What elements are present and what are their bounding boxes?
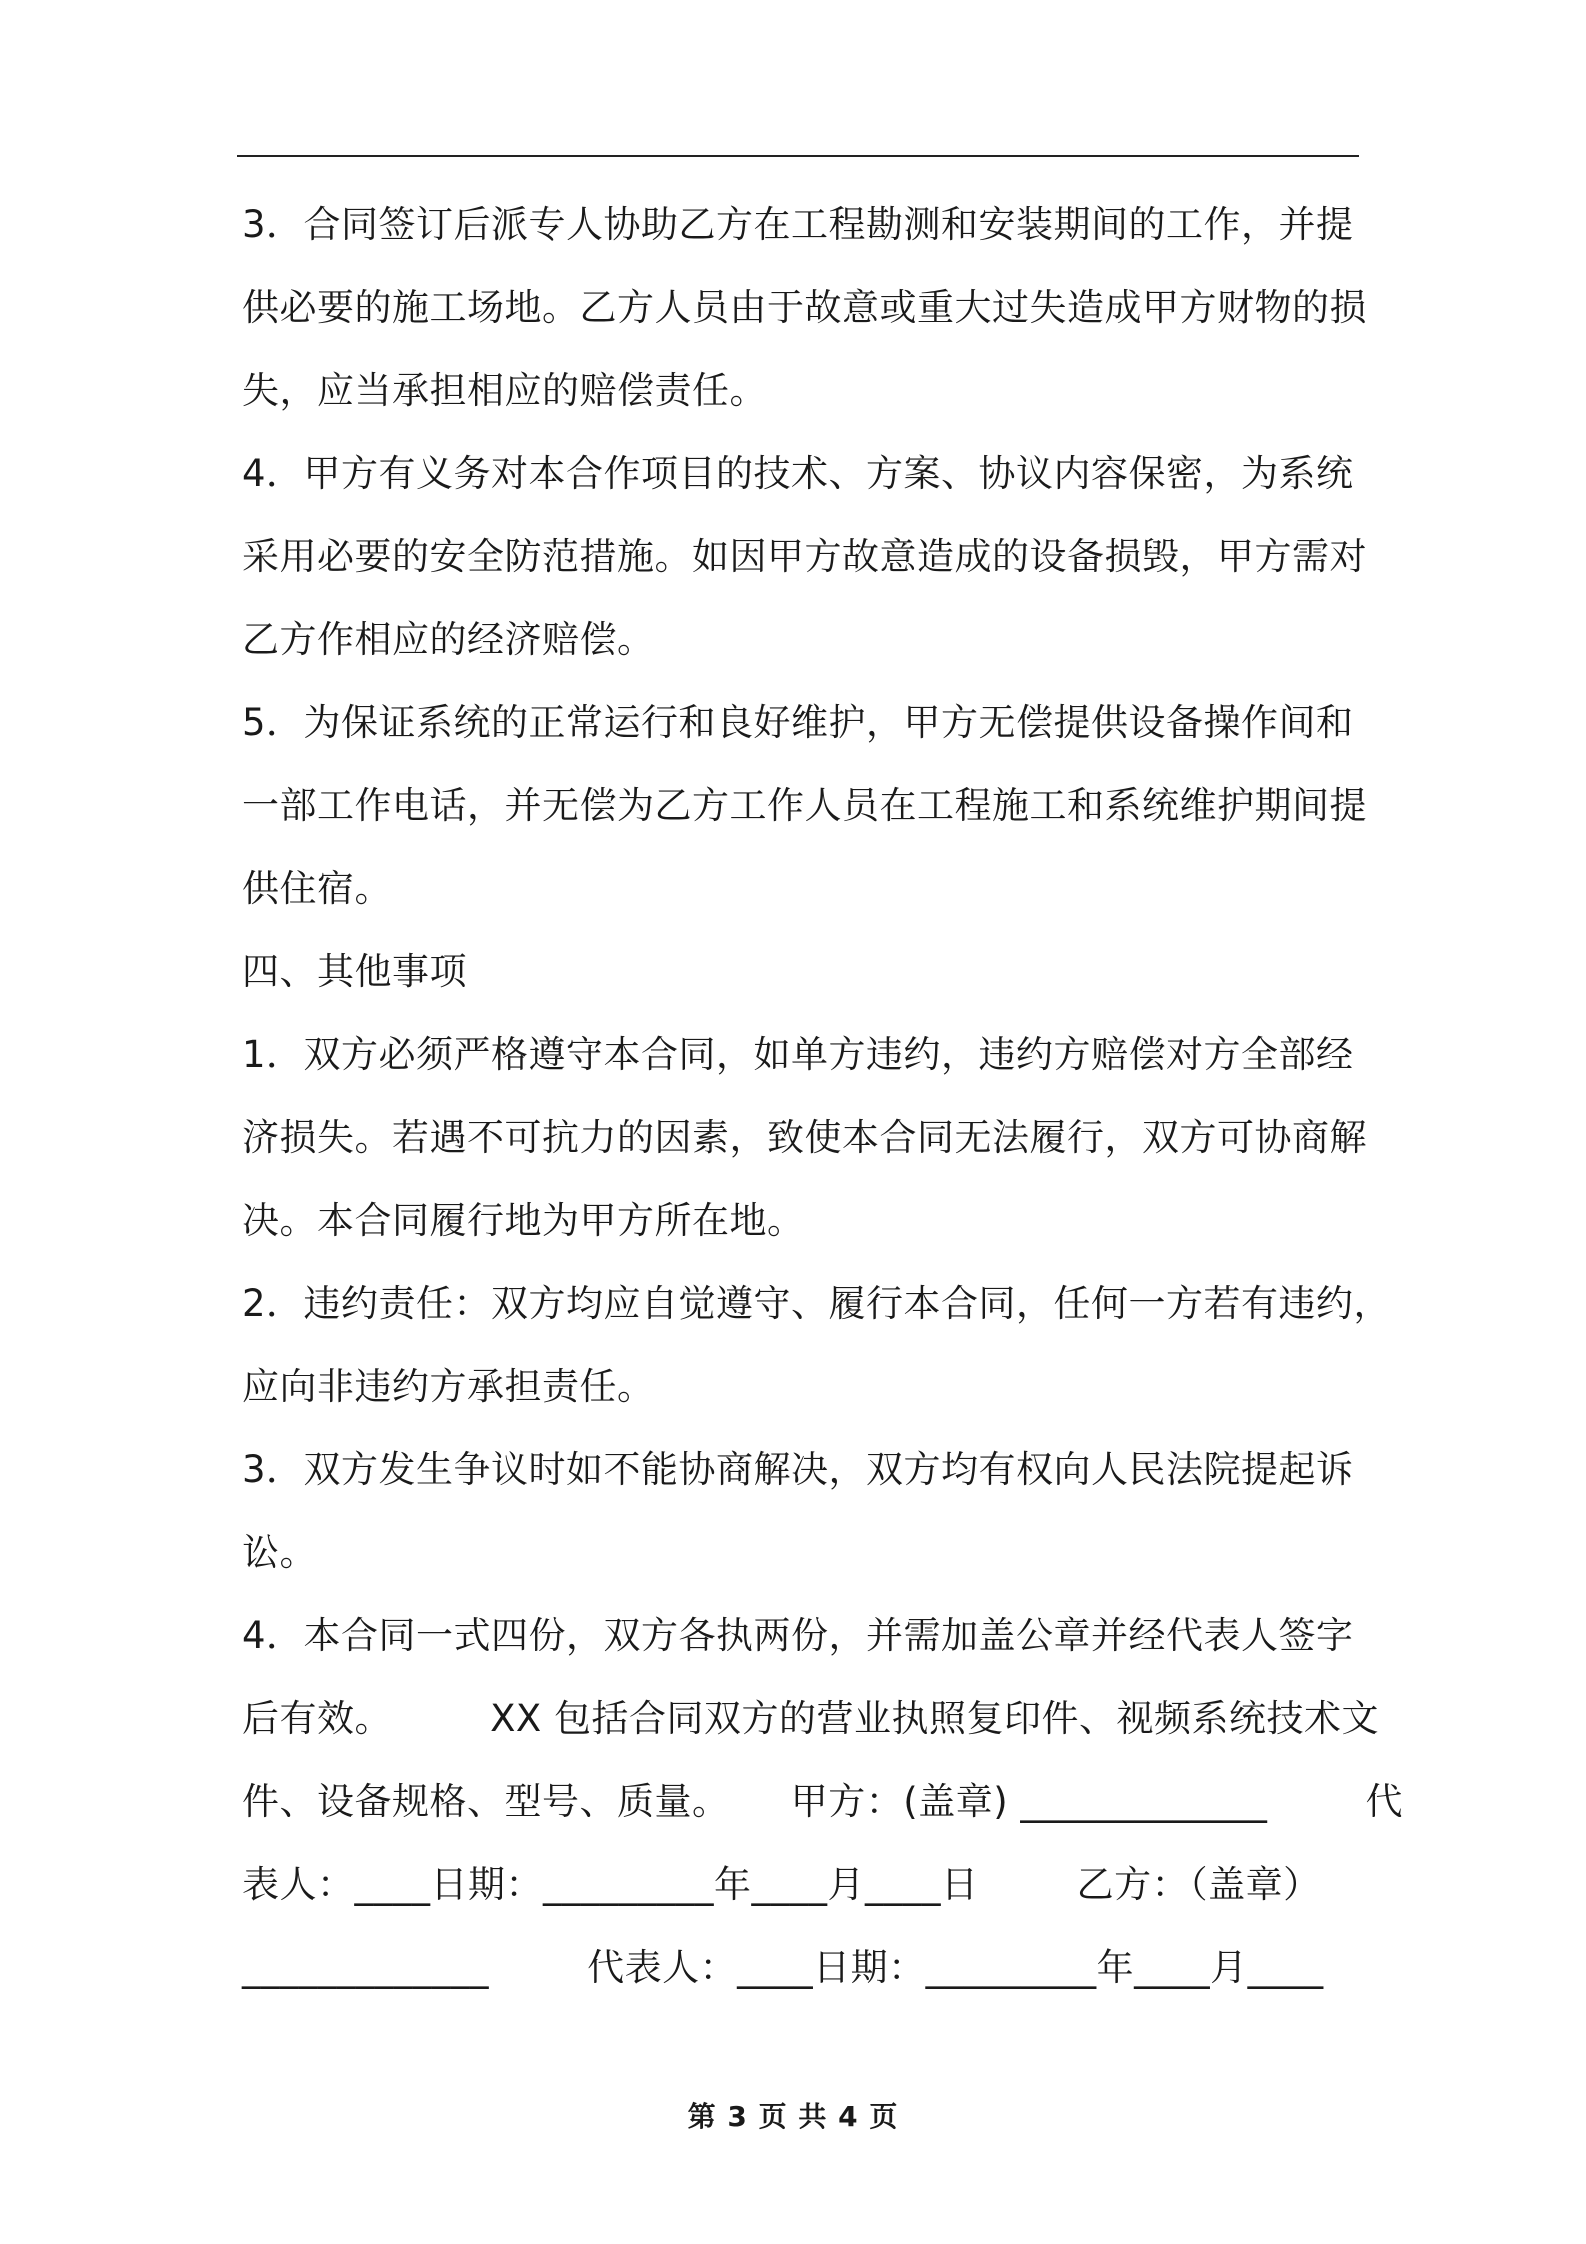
text-line: 后有效。 XX 包括合同双方的营业执照复印件、视频系统技术文 [242,1697,1380,1740]
text-line: 5．为保证系统的正常运行和良好维护，甲方无偿提供设备操作间和 [242,701,1354,744]
text-line: 一部工作电话，并无偿为乙方工作人员在工程施工和系统维护期间提 [242,784,1367,827]
signature-line: 表人：____日期：_________年____月____日 乙方：（盖章） [242,1863,1321,1906]
section-heading: 四、其他事项 [242,950,467,993]
text-line: 供必要的施工场地。乙方人员由于故意或重大过失造成甲方财物的损 [242,286,1367,329]
text-line: 乙方作相应的经济赔偿。 [242,618,655,661]
signature-line: _____________ 代表人：____日期：_________年____月____ [242,1946,1324,1989]
page-number: 第 3 页 共 4 页 [687,2100,899,2133]
text-line: 济损失。若遇不可抗力的因素，致使本合同无法履行，双方可协商解 [242,1116,1367,1159]
text-line: 2．违约责任：双方均应自觉遵守、履行本合同，任何一方若有违约， [242,1282,1392,1325]
header-rule [237,155,1359,157]
text-line: 供住宿。 [242,867,392,910]
text-line: 3．合同签订后派专人协助乙方在工程勘测和安装期间的工作，并提 [242,203,1354,246]
text-line: 3．双方发生争议时如不能协商解决，双方均有权向人民法院提起诉 [242,1448,1354,1491]
text-line: 采用必要的安全防范措施。如因甲方故意造成的设备损毁，甲方需对 [242,535,1367,578]
text-line: 决。本合同履行地为甲方所在地。 [242,1199,805,1242]
text-line: 4．本合同一式四份，双方各执两份，并需加盖公章并经代表人签字 [242,1614,1354,1657]
text-line: 讼。 [242,1531,317,1574]
signature-line: 件、设备规格、型号、质量。 甲方：(盖章) _____________ 代 [242,1780,1404,1823]
text-line: 失，应当承担相应的赔偿责任。 [242,369,767,412]
text-line: 应向非违约方承担责任。 [242,1365,655,1408]
text-line: 1．双方必须严格遵守本合同，如单方违约，违约方赔偿对方全部经 [242,1033,1354,1076]
contract-body [242,195,1404,2021]
text-line: 4．甲方有义务对本合作项目的技术、方案、协议内容保密，为系统 [242,452,1354,495]
